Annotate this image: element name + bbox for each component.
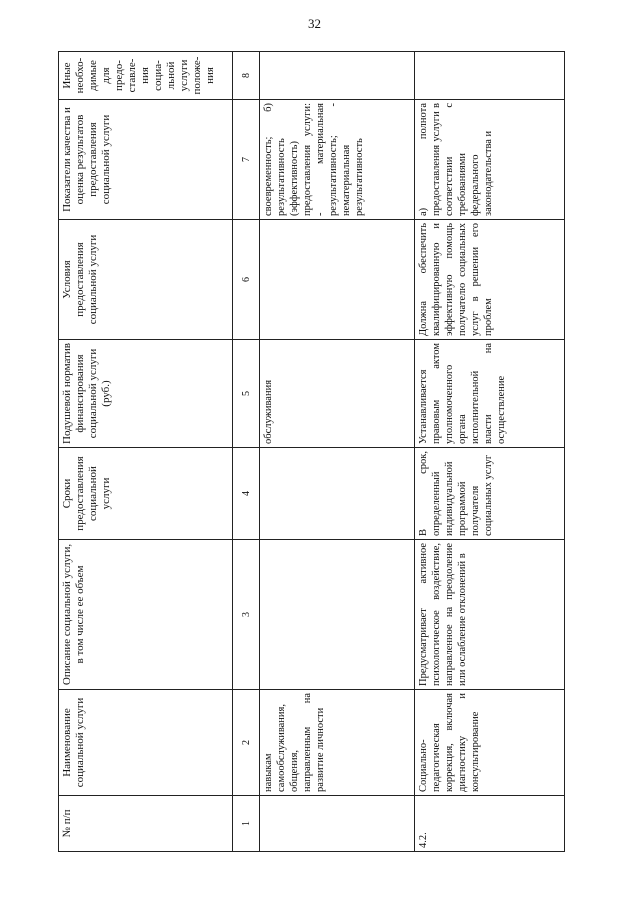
- social-services-table: [58, 51, 565, 852]
- service-description: [260, 540, 415, 690]
- row-number: [260, 796, 415, 852]
- column-number: 1: [233, 796, 260, 852]
- column-number: 8: [233, 52, 260, 100]
- other-provisions: [415, 52, 565, 100]
- table-row: [260, 52, 415, 852]
- header-cell: № п/п: [59, 796, 233, 852]
- column-number: 4: [233, 448, 260, 540]
- service-name: навыкам самообслуживания, общения, направленным на развитие личности: [260, 690, 415, 796]
- funding-norm: обслуживания: [260, 340, 415, 448]
- header-cell: Показатели качества и оценка результатов предоставления социальной услуги: [59, 100, 233, 220]
- header-cell: Наименование социальной услуги: [59, 690, 233, 796]
- other-provisions: [260, 52, 415, 100]
- column-number: 7: [233, 100, 260, 220]
- column-number: 5: [233, 340, 260, 448]
- service-terms: В срок, определенный индивидуальной программой получателя социальных услуг: [415, 448, 565, 540]
- service-description: Предусматривает активное психологическое воздействие, направленное на преодоление или ослабление отклонений в: [415, 540, 565, 690]
- column-number: 2: [233, 690, 260, 796]
- row-number: 4.2.: [415, 796, 565, 852]
- services-table-rotated: [58, 52, 564, 852]
- service-conditions: Должна обеспечить квалифицированную и эффективную помощь получателю социальных услуг в решении его проблем: [415, 220, 565, 340]
- header-row: [59, 52, 233, 852]
- service-terms: [260, 448, 415, 540]
- header-cell: Описание социальной услуги, в том числе ее объем: [59, 540, 233, 690]
- header-cell: Иные необхо-димые для предо-ставле-ния социа-льной услуги положе-ния: [59, 52, 233, 100]
- column-number: 6: [233, 220, 260, 340]
- column-number: 3: [233, 540, 260, 690]
- service-conditions: [260, 220, 415, 340]
- funding-norm: Устанавливается правовым актом уполномоченного органа исполнительной власти на осуществление: [415, 340, 565, 448]
- column-number-row: [233, 52, 260, 852]
- service-name: Социально-педагогическая коррекция, включая диагностику и консультирование: [415, 690, 565, 796]
- page-number: 32: [308, 16, 321, 31]
- table-row: [415, 52, 565, 852]
- header-cell: Сроки предоставления социальной услуги: [59, 448, 233, 540]
- header-cell: Подушевой норматив финансирования социальной услуги (руб.): [59, 340, 233, 448]
- quality-indicators: своевременность; б) результативность (эффективность) предоставления услуги: - материальная результативность; - нематериальная результативность: [260, 100, 415, 220]
- quality-indicators: а) полнота предоставления услуги в соответствии с требованиями федерального законодательства и: [415, 100, 565, 220]
- header-cell: Условия предоставления социальной услуги: [59, 220, 233, 340]
